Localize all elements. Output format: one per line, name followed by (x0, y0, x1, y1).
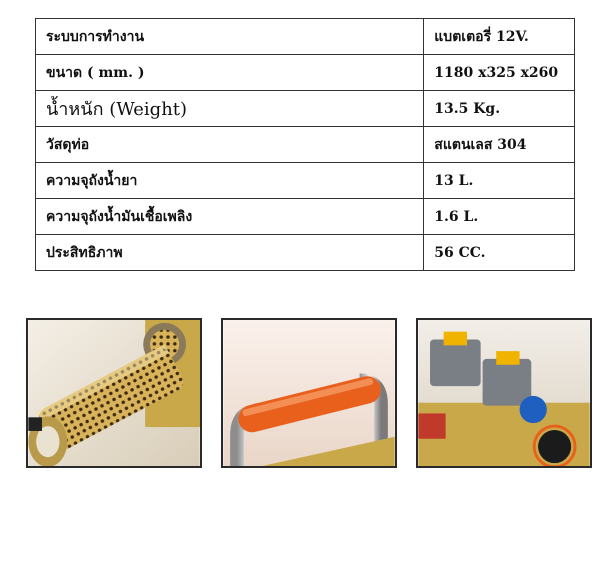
spec-label: ประสิทธิภาพ (36, 235, 424, 271)
spec-value: 13.5 Kg. (424, 91, 575, 127)
spec-value: สแตนเลส 304 (424, 127, 575, 163)
engine-photo (416, 318, 592, 468)
spec-row (36, 55, 575, 91)
spec-row (36, 163, 575, 199)
engine-ignition-modules-icon (418, 320, 590, 466)
spec-value: แบตเตอรี่ 12V. (424, 19, 575, 55)
spec-value: 13 L. (424, 163, 575, 199)
spec-row (36, 199, 575, 235)
handle-photo (221, 318, 397, 468)
spec-value: 1.6 L. (424, 199, 575, 235)
spec-label: ขนาด ( mm. ) (36, 55, 424, 91)
spec-value: 56 CC. (424, 235, 575, 271)
spec-row (36, 235, 575, 271)
spec-label: ระบบการทำงาน (36, 19, 424, 55)
spec-value: 1180 x325 x260 (424, 55, 575, 91)
orange-grip-handle-icon (223, 320, 395, 466)
spec-table (35, 18, 575, 271)
spec-row (36, 19, 575, 55)
exhaust-tube-photo (26, 318, 202, 468)
spec-label: ความจุถังน้ำมันเชื้อเพลิง (36, 199, 424, 235)
spec-label: น้ำหนัก (Weight) (36, 91, 424, 127)
spec-label: ความจุถังน้ำยา (36, 163, 424, 199)
spec-label: วัสดุท่อ (36, 127, 424, 163)
perforated-exhaust-tube-icon (28, 320, 200, 466)
spec-row (36, 127, 575, 163)
spec-row (36, 91, 575, 127)
